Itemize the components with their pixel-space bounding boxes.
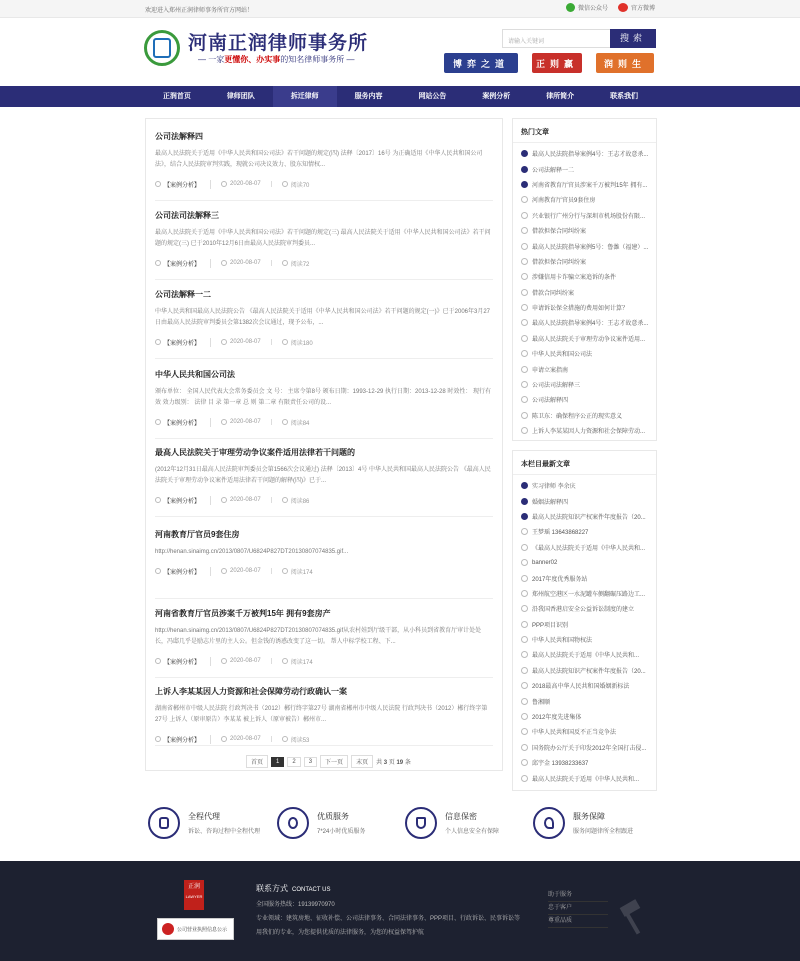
- article-date: 2020-08-07: [221, 497, 272, 503]
- article-summary: 最高人民法院关于适用《中华人民共和国公司法》若干问题的规定(四) 法释〔2017〕16号 为正确适用《中华人民共和国公司法》，结合人民法院审判实践，现就公司决议效力、股东知情权...: [155, 151, 483, 168]
- feature-title: 服务保障: [573, 812, 605, 821]
- sidebar-article-title: 中华人民共和国公司法: [532, 352, 593, 359]
- article-reads: 阅读70: [282, 180, 320, 189]
- footer-contact: [256, 883, 526, 940]
- welcome-text: 欢迎进入郑州正润律师事务所官方网站！: [145, 8, 254, 14]
- rank-marker: [521, 243, 528, 250]
- article-meta: [155, 258, 493, 268]
- latest-articles-title: 本栏目最新文章: [513, 451, 656, 475]
- article-date: 2020-08-07: [221, 419, 272, 425]
- rank-marker: [521, 698, 528, 705]
- site-header: [0, 18, 800, 86]
- rank-marker: [521, 636, 528, 643]
- nav-item-contact[interactable]: 联系我们: [610, 93, 639, 100]
- sidebar-article-title: 最高人民法院指导案例5号：鲁潍（福建）...: [532, 244, 648, 251]
- sidebar-article-link[interactable]: [521, 331, 648, 346]
- article-meta: [155, 417, 493, 427]
- article-date: 2020-08-07: [221, 260, 272, 266]
- footer-link-1[interactable]: 助于服务: [548, 889, 608, 902]
- slogan-bold: 更懂你、办实事: [224, 55, 281, 64]
- sidebar-article-title: 公司法司法解释三: [532, 383, 581, 390]
- sidebar-article-link[interactable]: [521, 632, 648, 647]
- article-title[interactable]: 公司法解释一二: [155, 290, 211, 299]
- rank-marker: [521, 166, 528, 173]
- article-summary: http://henan.sinaimg.cn/2013/0807/U6824P827DT20130807074835.gif从农村娃到厅级干部，从小科员到省教育厅审计处处长，冯邸几乎是励志片里的主人公。但金钱的诱惑改变了这一切。 帮人中标学校工程、下...: [155, 628, 482, 645]
- article-reads: 阅读72: [282, 259, 320, 268]
- article-meta: [155, 179, 493, 189]
- sidebar-article-title: 2012年度先进集体: [532, 715, 582, 722]
- article-category[interactable]: 【案例分析】: [155, 657, 211, 666]
- sidebar-article-title: 河南省教育厅官员涉案千万被判15年 拥有...: [532, 182, 648, 189]
- article-reads: 阅读53: [282, 735, 320, 744]
- page-last[interactable]: 末页: [351, 755, 373, 768]
- tag-icon: [155, 339, 161, 345]
- tag-icon: [155, 260, 161, 266]
- rank-marker: [521, 713, 528, 720]
- eye-icon: [282, 339, 288, 345]
- article-item: [155, 131, 493, 201]
- sidebar-article-link[interactable]: [521, 408, 648, 423]
- sidebar-article-title: 上诉人李某某因人力资源和社会保障劳动...: [532, 429, 646, 436]
- top-bar: [0, 0, 800, 18]
- feature-title: 优质服务: [317, 812, 349, 821]
- hot-articles-title: 热门文章: [513, 119, 656, 143]
- sidebar-article-link[interactable]: [521, 493, 648, 508]
- sidebar-article-link[interactable]: [521, 770, 648, 785]
- article-date: 2020-08-07: [221, 658, 272, 664]
- hotline: 全国服务热线：19139970970: [256, 902, 335, 908]
- feature-title: 全程代理: [188, 812, 220, 821]
- sidebar-article-title: 借款担保合同纠纷案: [532, 229, 587, 236]
- sidebar-article-title: 王梦瑶 13643868227: [532, 530, 589, 537]
- eye-icon: [282, 497, 288, 503]
- latest-articles-panel: [512, 450, 657, 791]
- rank-marker: [521, 651, 528, 658]
- sidebar-article-link[interactable]: [521, 423, 648, 438]
- rank-marker: [521, 212, 528, 219]
- eye-icon: [282, 419, 288, 425]
- sidebar-article-link[interactable]: [521, 254, 648, 269]
- sidebar-article-link[interactable]: [521, 392, 648, 407]
- sidebar-article-link[interactable]: [521, 315, 648, 330]
- clock-icon: [221, 497, 227, 503]
- article-meta: [155, 566, 493, 576]
- sidebar-article-title: 陈卫东：确保程序公正的现实意义: [532, 413, 623, 420]
- article-reads: 阅读174: [282, 657, 323, 666]
- article-item: [155, 289, 493, 359]
- sidebar-article-title: PPP项目识别: [532, 622, 569, 629]
- site-slogan: [198, 54, 354, 65]
- sidebar-article-link[interactable]: [521, 192, 648, 207]
- sidebar-article-link[interactable]: [521, 647, 648, 662]
- sidebar-article-title: 最高人民法院关于审理劳动争议案件适用...: [532, 336, 646, 343]
- feature-guarantee: [533, 807, 633, 839]
- rank-marker: [521, 196, 528, 203]
- nav-item-notices[interactable]: 网站公告: [418, 93, 447, 100]
- search-button[interactable]: 搜索: [610, 29, 656, 48]
- eye-icon: [282, 181, 288, 187]
- article-reads: 阅读180: [282, 338, 323, 347]
- feature-sub: 诉讼、咨询过程中全程代理: [188, 829, 261, 835]
- rank-marker: [521, 559, 528, 566]
- article-meta: [155, 656, 493, 666]
- emblem-icon: [162, 923, 174, 935]
- wechat-icon: [566, 3, 575, 12]
- nav-item-home[interactable]: 正润首页: [162, 93, 191, 100]
- feature-sub: 7*24小时优质服务: [317, 829, 366, 835]
- rank-marker: [521, 590, 528, 597]
- rank-marker: [521, 513, 528, 520]
- feature-full-agency: [148, 807, 260, 839]
- search-box: [502, 29, 656, 48]
- rank-marker: [521, 427, 528, 434]
- article-date: 2020-08-07: [221, 736, 272, 742]
- rank-marker: [521, 366, 528, 373]
- clock-icon: [221, 339, 227, 345]
- contact-title: 联系方式 CONTACT US: [256, 884, 331, 893]
- article-summary: (2012年12月31日最高人民法院审判委员会第1566次会议通过) 法释〔2013〕4号 中华人民共和国最高人民法院公告 《最高人民法院关于审理劳动争议案件适用法律若干问题的解释(四)》已于...: [155, 467, 491, 484]
- seal-2: 正则赢: [532, 53, 582, 73]
- article-date: 2020-08-07: [221, 181, 272, 187]
- motto-seals: [444, 53, 654, 73]
- eye-icon: [282, 260, 288, 266]
- seal-3: 润则生: [596, 53, 654, 73]
- rank-marker: [521, 605, 528, 612]
- article-category[interactable]: 【案例分析】: [155, 338, 211, 347]
- slogan-post: 的知名律师事务所 —: [280, 55, 355, 64]
- sidebar-article-link[interactable]: [521, 146, 648, 161]
- rank-marker: [521, 667, 528, 674]
- sidebar-article-link[interactable]: [521, 693, 648, 708]
- tag-icon: [155, 568, 161, 574]
- sidebar-article-link[interactable]: [521, 617, 648, 632]
- article-meta: [155, 734, 493, 744]
- nav-item-demolition[interactable]: 拆迁律师: [273, 86, 337, 107]
- sidebar-article-link[interactable]: [521, 346, 648, 361]
- sidebar-article-link[interactable]: [521, 709, 648, 724]
- sidebar-article-title: 最高人民法院知识产权案件年度报告（20...: [532, 668, 646, 675]
- page-2[interactable]: 2: [287, 757, 300, 767]
- sidebar-article-link[interactable]: [521, 478, 648, 493]
- sidebar-article-title: 中华人民共和国反不正当竞争法: [532, 730, 617, 737]
- article-title[interactable]: 最高人民法院关于审理劳动争议案件适用法律若干问题的: [155, 448, 355, 457]
- site-title[interactable]: 河南正润律师事务所: [188, 32, 369, 54]
- tag-icon: [155, 181, 161, 187]
- footer-link-2[interactable]: 忠于客户: [548, 902, 608, 915]
- tag-icon: [155, 658, 161, 664]
- rank-marker: [521, 621, 528, 628]
- sidebar-article-title: 鲁湘顺: [532, 699, 551, 706]
- sidebar-article-title: 借款合同纠纷案: [532, 290, 575, 297]
- clock-icon: [221, 736, 227, 742]
- article-item: [155, 529, 493, 599]
- business-license-badge[interactable]: 公司营业执照信息公示: [157, 918, 234, 940]
- rank-marker: [521, 150, 528, 157]
- article-date: 2020-08-07: [221, 339, 272, 345]
- gavel-icon: [615, 897, 655, 937]
- sidebar-article-link[interactable]: [521, 601, 648, 616]
- shield-icon: [405, 807, 437, 839]
- feature-sub: 个人信息安全有保障: [445, 829, 500, 835]
- article-summary: 湖南省郴州市中级人民法院 行政判决书（2012）郴行终字第27号 湖南省郴州市中级人民法院 行政判决书（2012）郴行终字第27号 上诉人（原审原告）李某某 被上诉人（原审被告）郴州市...: [155, 706, 488, 723]
- rank-marker: [521, 304, 528, 311]
- footer-link-3[interactable]: 尊重品质: [548, 915, 608, 928]
- sidebar-article-link[interactable]: [521, 223, 648, 238]
- sidebar-article-title: 公司法解释一二: [532, 167, 575, 174]
- promise-text: 用我们的专业，为您提供优质的法律服务，为您的权益保驾护航: [256, 930, 425, 936]
- article-summary: http://henan.sinaimg.cn/2013/0807/U6824P827DT20130807074835.gif...: [155, 549, 349, 555]
- sidebar-article-link[interactable]: [521, 724, 648, 739]
- sidebar-article-title: 最高人民法院关于适用《中华人民共和...: [532, 653, 640, 660]
- sidebar-article-link[interactable]: [521, 586, 648, 601]
- slogan-pre: — 一家: [198, 55, 225, 64]
- practice-fields: 专业领域：建筑房地、征收补偿、公司法律事务、合同法律事务、PPP项目、行政诉讼、民事诉讼等: [256, 916, 521, 922]
- rank-marker: [521, 412, 528, 419]
- sidebar-article-link[interactable]: [521, 269, 648, 284]
- sidebar-article-title: 中华人民共和国物权法: [532, 638, 593, 645]
- article-title[interactable]: 河南教育厅官员9套住房: [155, 530, 240, 539]
- feature-quality-service: [277, 807, 365, 839]
- weibo-icon: [618, 3, 628, 12]
- article-meta: [155, 337, 493, 347]
- article-reads: 阅读174: [282, 567, 323, 576]
- sidebar-article-title: 河南教育厅官员9套住房: [532, 198, 596, 205]
- sidebar-article-link[interactable]: [521, 509, 648, 524]
- tag-icon: [155, 497, 161, 503]
- clock-icon: [221, 419, 227, 425]
- footer-links: [548, 889, 608, 928]
- article-title[interactable]: 上诉人李某某因人力资源和社会保障劳动行政确认一案: [155, 687, 347, 696]
- nav-item-services[interactable]: 服务内容: [354, 93, 383, 100]
- site-footer: [0, 861, 800, 961]
- hot-articles-panel: [512, 118, 657, 441]
- sidebar-article-link[interactable]: [521, 377, 648, 392]
- rank-marker: [521, 381, 528, 388]
- rank-marker: [521, 258, 528, 265]
- page-total: 共 3 页 19 条: [376, 760, 411, 766]
- wechat-link[interactable]: [566, 3, 608, 12]
- page-first[interactable]: 首页: [246, 755, 268, 768]
- tag-icon: [155, 419, 161, 425]
- top-links: [566, 3, 655, 12]
- sidebar-article-link[interactable]: [521, 524, 648, 539]
- article-category[interactable]: 【案例分析】: [155, 418, 211, 427]
- page-1[interactable]: 1: [271, 757, 284, 767]
- nav-item-about[interactable]: 律所简介: [546, 93, 575, 100]
- footer-logo: 正润 LAWYER: [184, 880, 204, 910]
- article-title[interactable]: 公司法解释四: [155, 132, 203, 141]
- sidebar-article-title: 郑州航空港区一水泥罐车侧翻碾压路边工...: [532, 591, 646, 598]
- sidebar-article-title: 最高人民法院知识产权案件年度报告（20...: [532, 514, 646, 521]
- article-item: [155, 210, 493, 280]
- article-summary: 颁布单位： 全国人民代表大会常务委员会 文 号： 主席令第8号 颁布日期：1993-12-29 执行日期：2013-12-28 时效性： 现行有效 效力级别： 法律 目 录 第一章 总 则 第二章 有限责任公司的设...: [155, 389, 492, 406]
- sidebar-article-title: 借款担保合同纠纷案: [532, 259, 587, 266]
- sidebar-article-link[interactable]: [521, 238, 648, 253]
- rank-marker: [521, 227, 528, 234]
- article-reads: 阅读84: [282, 418, 320, 427]
- rank-marker: [521, 181, 528, 188]
- sidebar-article-title: 2018最高中华人民共和国婚姻新标法: [532, 684, 630, 691]
- sidebar-article-title: banner02: [532, 559, 558, 566]
- article-category[interactable]: 【案例分析】: [155, 180, 211, 189]
- sidebar-article-title: 国务院办公厅关于印发2012年全国打击侵...: [532, 745, 647, 752]
- sidebar-article-link[interactable]: [521, 740, 648, 755]
- medal-icon: [277, 807, 309, 839]
- sidebar-article-title: 邱宇金 13938233637: [532, 761, 589, 768]
- sidebar-article-title: 2017年度优秀服务站: [532, 576, 588, 583]
- article-item: [155, 369, 493, 439]
- tag-icon: [155, 736, 161, 742]
- nav-item-team[interactable]: 律师团队: [226, 93, 255, 100]
- weibo-label: 官方微博: [630, 6, 655, 12]
- feature-title: 信息保密: [445, 812, 477, 821]
- seal-1: 博弈之道: [444, 53, 518, 73]
- sidebar-article-link[interactable]: [521, 555, 648, 570]
- article-title[interactable]: 中华人民共和国公司法: [155, 370, 235, 379]
- sidebar-article-title: 《最高人民法院关于适用《中华人民共和...: [532, 545, 646, 552]
- sidebar-article-title: 最高人民法院关于适用《中华人民共和...: [532, 776, 640, 783]
- article-category[interactable]: 【案例分析】: [155, 496, 211, 505]
- sidebar-article-link[interactable]: [521, 570, 648, 585]
- rank-marker: [521, 759, 528, 766]
- rank-marker: [521, 396, 528, 403]
- rank-marker: [521, 728, 528, 735]
- weibo-link[interactable]: [618, 3, 655, 12]
- rank-marker: [521, 682, 528, 689]
- sidebar-article-title: 最高人民法院指导案例4号：王志才故意杀...: [532, 321, 648, 328]
- eye-icon: [282, 658, 288, 664]
- sidebar-article-link[interactable]: [521, 285, 648, 300]
- rank-marker: [521, 775, 528, 782]
- rank-marker: [521, 575, 528, 582]
- rank-marker: [521, 350, 528, 357]
- page-3[interactable]: 3: [304, 757, 317, 767]
- article-item: [155, 608, 493, 678]
- nav-item-cases[interactable]: 案例分析: [482, 93, 511, 100]
- article-date: 2020-08-07: [221, 568, 272, 574]
- eye-icon: [282, 736, 288, 742]
- rank-marker: [521, 544, 528, 551]
- sidebar-article-link[interactable]: [521, 540, 648, 555]
- article-title[interactable]: 公司法司法解释三: [155, 211, 219, 220]
- sidebar-article-link[interactable]: [521, 177, 648, 192]
- clock-icon: [221, 260, 227, 266]
- main-nav: [0, 86, 800, 107]
- rank-marker: [521, 744, 528, 751]
- article-category[interactable]: 【案例分析】: [155, 567, 211, 576]
- clock-icon: [221, 568, 227, 574]
- sidebar-article-link[interactable]: [521, 300, 648, 315]
- sidebar-article-link[interactable]: [521, 161, 648, 176]
- article-title[interactable]: 河南省教育厅官员涉案千万被判15年 拥有9套房产: [155, 609, 331, 618]
- sidebar-article-title: 兴业银行广州分行与深圳市机场股份有限...: [532, 213, 646, 220]
- sidebar-article-title: 申请立案指南: [532, 367, 569, 374]
- sidebar-article-title: 婚姻法解释四: [532, 499, 569, 506]
- pagination: [246, 755, 411, 768]
- article-reads: 阅读86: [282, 496, 320, 505]
- sidebar-article-title: 实习律师 李余庆: [532, 484, 576, 491]
- rank-marker: [521, 482, 528, 489]
- heart-icon: [533, 807, 565, 839]
- sidebar-article-title: 沿我国香港启安全公益诉讼制度的建立: [532, 607, 635, 614]
- article-meta: [155, 495, 493, 505]
- sidebar-article-title: 涉嫌信用卡诈骗立案追诉的条件: [532, 275, 617, 282]
- article-category[interactable]: 【案例分析】: [155, 735, 211, 744]
- sidebar-article-title: 公司法解释四: [532, 398, 569, 405]
- rank-marker: [521, 273, 528, 280]
- rank-marker: [521, 528, 528, 535]
- sidebar-article-title: 最高人民法院指导案例4号：王志才故意杀...: [532, 152, 648, 159]
- article-summary: 最高人民法院关于适用《中华人民共和国公司法》若干问题的规定(三) 最高人民法院关于适用《中华人民共和国公司法》若干问题的规定(三) 已于2010年12月6日由最高人民法院审判委员...: [155, 230, 491, 247]
- sidebar-article-link[interactable]: [521, 361, 648, 376]
- sidebar-article-link[interactable]: [521, 678, 648, 693]
- rank-marker: [521, 319, 528, 326]
- page-next[interactable]: 下一页: [320, 755, 348, 768]
- sidebar-article-title: 申请诉讼保全措施的费用如何计算？: [532, 306, 629, 313]
- eye-icon: [282, 568, 288, 574]
- user-icon: [148, 807, 180, 839]
- rank-marker: [521, 289, 528, 296]
- feature-privacy: [405, 807, 499, 839]
- feature-sub: 服务问题律所全程跟进: [573, 829, 634, 835]
- article-item: [155, 447, 493, 517]
- clock-icon: [221, 658, 227, 664]
- search-input[interactable]: 请输入关键词: [502, 29, 610, 48]
- rank-marker: [521, 335, 528, 342]
- clock-icon: [221, 181, 227, 187]
- sidebar-article-link[interactable]: [521, 663, 648, 678]
- article-item: [155, 686, 493, 746]
- logo-icon[interactable]: [144, 30, 180, 66]
- article-list: [145, 118, 503, 771]
- rank-marker: [521, 498, 528, 505]
- article-summary: 中华人民共和国最高人民法院公告 《最高人民法院关于适用《中华人民共和国公司法》若干问题的规定(一)》已于2006年3月27日由最高人民法院审判委员会第1382次会议通过，现予公布，...: [155, 309, 491, 326]
- sidebar-article-link[interactable]: [521, 208, 648, 223]
- sidebar-article-link[interactable]: [521, 755, 648, 770]
- wechat-label: 微信公众号: [577, 6, 608, 12]
- article-category[interactable]: 【案例分析】: [155, 259, 211, 268]
